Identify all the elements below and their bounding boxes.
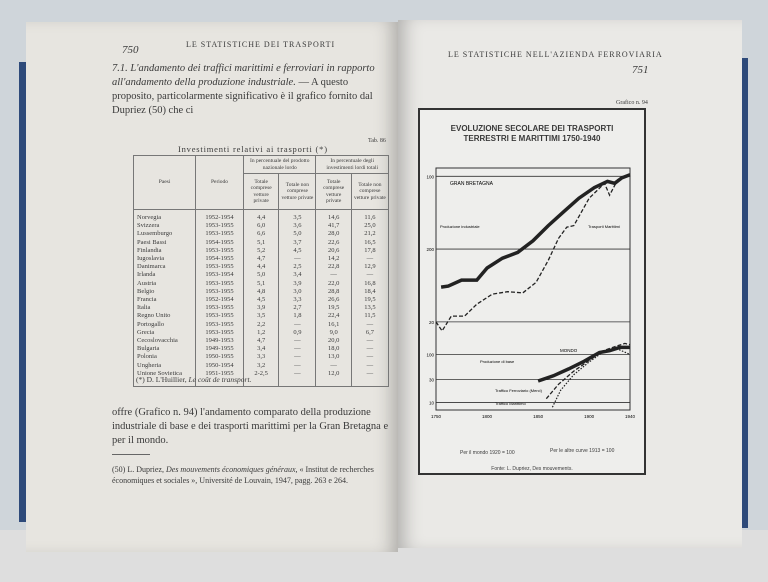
cell-inv-incl: 14,6: [316, 210, 351, 223]
cell-gdp-excl: —: [279, 337, 316, 345]
header-excl: Totale non comprese vetture private: [351, 174, 388, 210]
y-tick-label: 20: [428, 319, 434, 325]
cell-country: Lussemburgo: [134, 230, 196, 238]
cell-country: Grecia: [134, 329, 196, 337]
x-tick-label: 1800: [482, 414, 493, 419]
running-head: LE STATISTICHE DEI TRASPORTI: [186, 40, 336, 49]
cell-inv-incl: 12,0: [316, 370, 351, 387]
cell-inv-excl: 12,9: [351, 263, 388, 271]
cell-period: 1953-1955: [196, 222, 244, 230]
cell-inv-incl: 19,5: [316, 304, 351, 312]
cell-gdp-incl: 3,5: [244, 312, 279, 320]
cell-inv-incl: 22,0: [316, 280, 351, 288]
cell-inv-incl: 22,8: [316, 263, 351, 271]
table-row: [134, 280, 389, 288]
cell-inv-incl: —: [316, 271, 351, 279]
cell-gdp-excl: 4,5: [279, 247, 316, 255]
cell-country: Cecoslovacchia: [134, 337, 196, 345]
table-row: [134, 263, 389, 271]
cell-gdp-excl: —: [279, 321, 316, 329]
cell-gdp-incl: 3,9: [244, 304, 279, 312]
cell-country: Regno Unito: [134, 312, 196, 320]
cell-inv-excl: —: [351, 345, 388, 353]
cell-gdp-incl: 5,0: [244, 271, 279, 279]
cell-period: 1953-1954: [196, 271, 244, 279]
table-row: [134, 255, 389, 263]
cell-period: 1953-1955: [196, 304, 244, 312]
cell-inv-excl: 13,5: [351, 304, 388, 312]
cell-period: 1951-1955: [196, 370, 244, 387]
cell-inv-excl: —: [351, 353, 388, 361]
cell-period: 1953-1955: [196, 230, 244, 238]
investment-table: [133, 155, 389, 387]
header-country: Paesi: [134, 156, 196, 210]
panel-label: MONDO: [560, 348, 578, 353]
y-tick-label: 100: [426, 174, 434, 180]
cell-period: 1953-1955: [196, 247, 244, 255]
left-page: [26, 22, 398, 552]
cell-gdp-incl: 2-2,5: [244, 370, 279, 387]
cell-country: Iugoslavia: [134, 255, 196, 263]
series-label: Produzione industriale: [440, 224, 480, 229]
footnote-mark: (*): [136, 375, 145, 384]
cell-period: 1954-1955: [196, 239, 244, 247]
cell-gdp-incl: 3,4: [244, 345, 279, 353]
cell-gdp-excl: —: [279, 255, 316, 263]
series-line-traffico-ferroviario-merci-: [546, 343, 630, 398]
cell-inv-excl: 11,6: [351, 210, 388, 223]
cell-inv-excl: —: [351, 271, 388, 279]
cell-inv-incl: 20,6: [316, 247, 351, 255]
header-investment: In percentuale degli investimenti lordi totali: [316, 156, 389, 174]
cell-gdp-incl: 1,2: [244, 329, 279, 337]
cell-period: 1953-1955: [196, 321, 244, 329]
cell-gdp-incl: 5,1: [244, 239, 279, 247]
cell-gdp-incl: 4,4: [244, 263, 279, 271]
section-text: [112, 62, 392, 118]
cell-gdp-incl: 3,2: [244, 362, 279, 370]
cell-inv-excl: 6,7: [351, 329, 388, 337]
cell-inv-excl: 18,4: [351, 288, 388, 296]
cell-period: 1949-1955: [196, 345, 244, 353]
cell-gdp-incl: 5,2: [244, 247, 279, 255]
cell-inv-excl: 16,8: [351, 280, 388, 288]
header-period: Periodo: [196, 156, 244, 210]
cell-period: 1953-1955: [196, 263, 244, 271]
note-other: Per le altre curve 1913 = 100: [550, 448, 615, 454]
table-row: [134, 296, 389, 304]
cell-gdp-incl: 6,0: [244, 222, 279, 230]
cell-gdp-excl: —: [279, 362, 316, 370]
cell-period: 1950-1955: [196, 353, 244, 361]
cell-period: 1953-1955: [196, 288, 244, 296]
header-excl: Totale non comprese vetture private: [279, 174, 316, 210]
cell-inv-excl: —: [351, 337, 388, 345]
series-line-trasporti-marittimi: [436, 175, 630, 331]
right-page: [398, 20, 742, 548]
x-tick-label: 1850: [533, 414, 544, 419]
body-text: offre (Grafico n. 94) l'andamento comparato della produzione industriale di base e dei trasporti marittimi per la Gran Bretagna e per il mondo.: [112, 407, 389, 446]
cell-inv-excl: —: [351, 370, 388, 387]
cell-period: 1953-1955: [196, 312, 244, 320]
cell-gdp-excl: —: [279, 353, 316, 361]
cell-inv-incl: 13,0: [316, 353, 351, 361]
cell-country: Polonia: [134, 353, 196, 361]
table-row: [134, 288, 389, 296]
cell-gdp-excl: 2,7: [279, 304, 316, 312]
cell-inv-incl: 22,4: [316, 312, 351, 320]
cell-gdp-excl: 3,7: [279, 239, 316, 247]
cell-period: 1949-1953: [196, 337, 244, 345]
footnote-50: [112, 464, 392, 486]
table-row: [134, 271, 389, 279]
table-row: [134, 345, 389, 353]
cell-country: Bulgaria: [134, 345, 196, 353]
footnote-rest: « Institut de recherches économiques et sociales », Université de Louvain, 1947, pagg. 263 e 264.: [112, 465, 374, 485]
series-label: Produzione di base: [480, 359, 515, 364]
table-row: [134, 312, 389, 320]
table-row: [134, 329, 389, 337]
cell-country: Portogallo: [134, 321, 196, 329]
cell-country: Danimarca: [134, 263, 196, 271]
header-incl: Totale comprese vetture private: [244, 174, 279, 210]
cell-gdp-incl: 4,4: [244, 210, 279, 223]
cell-country: Irlanda: [134, 271, 196, 279]
cell-country: Austria: [134, 280, 196, 288]
cell-gdp-incl: 3,3: [244, 353, 279, 361]
table-row: [134, 222, 389, 230]
cell-inv-incl: 14,2: [316, 255, 351, 263]
header-gdp: In percentuale del prodotto nazionale lordo: [244, 156, 316, 174]
footnote-author: L. Dupriez,: [127, 465, 164, 474]
footnote-mark: (50): [112, 465, 126, 474]
chart-title: EVOLUZIONE SECOLARE DEI TRASPORTI TERRESTRI E MARITTIMI 1750-1940: [450, 124, 614, 143]
cell-gdp-excl: 1,8: [279, 312, 316, 320]
cell-country: Paesi Bassi: [134, 239, 196, 247]
cell-gdp-excl: —: [279, 370, 316, 387]
cell-period: 1952-1954: [196, 296, 244, 304]
y-tick-label: 100: [426, 352, 434, 358]
table-row: [134, 230, 389, 238]
table-row: [134, 210, 389, 223]
cell-gdp-excl: 3,5: [279, 210, 316, 223]
cell-gdp-excl: 0,9: [279, 329, 316, 337]
footnote-rule: [112, 454, 150, 455]
cell-period: 1954-1955: [196, 255, 244, 263]
cell-inv-incl: 28,0: [316, 230, 351, 238]
note-world: Per il mondo 1920 = 100: [460, 450, 515, 456]
cell-inv-excl: 11,5: [351, 312, 388, 320]
cell-inv-excl: 17,8: [351, 247, 388, 255]
cell-inv-incl: 28,8: [316, 288, 351, 296]
cell-gdp-excl: 3,4: [279, 271, 316, 279]
cell-gdp-excl: 3,0: [279, 288, 316, 296]
table-row: [134, 362, 389, 370]
cell-gdp-excl: 5,0: [279, 230, 316, 238]
table-row: [134, 353, 389, 361]
x-tick-label: 1750: [430, 414, 442, 419]
cell-inv-incl: —: [316, 362, 351, 370]
cell-gdp-excl: 3,9: [279, 280, 316, 288]
cell-gdp-incl: 4,5: [244, 296, 279, 304]
chart-source: Fonte: L. Dupriez, Des mouvements.: [491, 466, 573, 472]
x-tick-label: 1940: [624, 414, 636, 419]
chart-svg: [420, 160, 644, 460]
series-label: Traffico Ferroviario (Merci): [495, 388, 542, 393]
y-tick-label: 200: [426, 247, 434, 253]
cell-gdp-incl: 6,6: [244, 230, 279, 238]
cell-period: 1952-1954: [196, 210, 244, 223]
footnote-author: D. L'Huillier,: [146, 375, 187, 384]
intro-text: — A questo proposito, particolarmente significativo è il grafico fornito dal Dupriez (50) che ci: [112, 77, 373, 116]
cell-period: 1953-1955: [196, 280, 244, 288]
cell-inv-incl: 41,7: [316, 222, 351, 230]
series-label: Trasporti Marittimi: [588, 224, 620, 229]
cell-inv-excl: —: [351, 321, 388, 329]
header-incl: Totale comprese vetture private: [316, 174, 351, 210]
cell-inv-incl: 22,6: [316, 239, 351, 247]
page-number: 750: [122, 44, 139, 56]
table-row: [134, 321, 389, 329]
cell-country: Italia: [134, 304, 196, 312]
cell-gdp-incl: 5,1: [244, 280, 279, 288]
table-row: [134, 247, 389, 255]
cell-inv-incl: 16,1: [316, 321, 351, 329]
table-title: Investimenti relativi ai trasporti (*): [178, 144, 328, 154]
plot-area: [436, 168, 630, 410]
cell-inv-excl: 16,5: [351, 239, 388, 247]
cell-inv-incl: 26,6: [316, 296, 351, 304]
cell-country: Ungheria: [134, 362, 196, 370]
cell-country: Norvegia: [134, 210, 196, 223]
running-head: LE STATISTICHE NELL'AZIENDA FERROVIARIA: [448, 50, 663, 59]
section-heading: 7.1. L'andamento dei traffici marittimi e ferroviari in rapporto all'andamento della produzione industriale.: [112, 63, 375, 88]
cell-gdp-incl: 4,7: [244, 337, 279, 345]
cell-inv-incl: 18,0: [316, 345, 351, 353]
cell-country: Francia: [134, 296, 196, 304]
footnote-title: Des mouvements économiques généraux,: [165, 465, 298, 474]
table-footnote: [136, 374, 251, 385]
cell-gdp-excl: 3,3: [279, 296, 316, 304]
table-row: [134, 239, 389, 247]
cell-gdp-excl: 2,5: [279, 263, 316, 271]
cell-country: Unione Sovietica: [134, 370, 196, 387]
y-tick-label: 30: [428, 377, 434, 383]
cell-inv-excl: —: [351, 362, 388, 370]
x-tick-label: 1900: [584, 414, 595, 419]
cell-inv-excl: 19,5: [351, 296, 388, 304]
cell-gdp-excl: 3,6: [279, 222, 316, 230]
table-number: Tab. 86: [368, 138, 386, 144]
cell-gdp-excl: —: [279, 345, 316, 353]
cell-gdp-incl: 4,7: [244, 255, 279, 263]
cell-period: 1953-1955: [196, 329, 244, 337]
table-row: [134, 337, 389, 345]
cell-inv-excl: 21,2: [351, 230, 388, 238]
cell-inv-excl: 25,0: [351, 222, 388, 230]
cell-country: Belgio: [134, 288, 196, 296]
cell-inv-incl: 9,0: [316, 329, 351, 337]
table-body: [134, 210, 389, 387]
series-label: Traffico Marittimo: [495, 401, 526, 406]
cell-country: Svizzera: [134, 222, 196, 230]
y-tick-label: 10: [428, 400, 434, 406]
series-line-produzione-industriale: [441, 175, 630, 287]
chart-frame: [418, 108, 646, 475]
table-row: [134, 304, 389, 312]
cell-country: Finlandia: [134, 247, 196, 255]
footnote-title: Le coût de transport.: [188, 375, 252, 384]
panel-label: GRAN BRETAGNA: [450, 181, 493, 187]
cell-period: 1950-1954: [196, 362, 244, 370]
cell-inv-incl: 20,0: [316, 337, 351, 345]
cell-inv-excl: —: [351, 255, 388, 263]
cell-gdp-incl: 2,2: [244, 321, 279, 329]
page-number: 751: [632, 64, 649, 76]
cell-gdp-incl: 4,8: [244, 288, 279, 296]
figure-number: Grafico n. 94: [616, 100, 648, 106]
